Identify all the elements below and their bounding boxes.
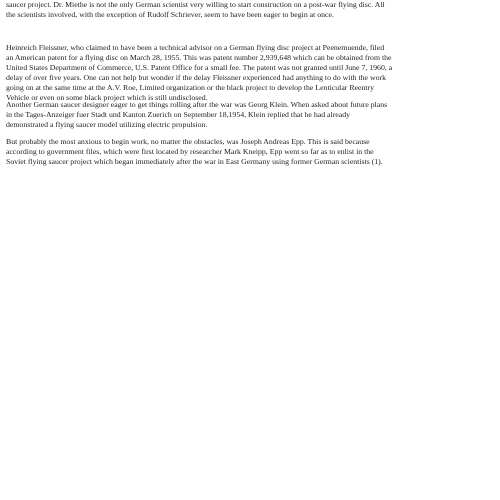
text-line: delay of over five years. One can not help but wonder if the delay Fleissner experienced had anything to do with the work [6,73,386,82]
paragraph-fleissner [6,43,498,103]
text-line: the scientists involved, with the exception of Rudolf Schriever, seem to have been eager to begin at once. [6,10,334,19]
text-line: Another German saucer designer eager to get things rolling after the war was Georg Klein. When asked about future plans [6,100,388,109]
paragraph-klein [6,100,498,130]
text-line: in the Tages-Anzeiger fuer Stadt und Kanton Zuerich on September 18,1954, Klein replied that he had already [6,110,350,119]
text-line: Heinreich Fleissner, who claimed to have been a technical advisor on a German flying disc project at Peenemuende, filed [6,43,385,52]
text-line: going on at the same time at the A.V. Roe, Limited organization or the black project to develop the Lenticular Reentry [6,83,375,92]
paragraph-schriever [6,0,498,20]
paragraph-epp [6,137,498,167]
text-line: But probably the most anxious to begin work, no matter the obstacles, was Joseph Andreas Epp. This is said because [6,137,370,146]
text-line: United States Department of Commerce, U.S. Patent Office for a small fee. The patent was not granted until June 7, 1960, a [6,63,393,72]
text-line: an American patent for a flying disc on March 28, 1955. This was patent number 2,939,648 which can be obtained from the [6,53,392,62]
text-line: Soviet flying saucer project which began immediately after the war in East Germany using former German scientists (1). [6,157,383,166]
text-line: demonstrated a flying saucer model utilizing electric propulsion. [6,120,208,129]
text-line: saucer project. Dr. Miethe is not the only German scientist very willing to start construction on a post-war flying disc. All [6,0,385,9]
text-line: according to government files, which were first located by researcher Mark Kneipp, Epp went so far as to enlist in the [6,147,374,156]
text-line: Vehicle or even on some black project which is still undisclosed. [6,93,208,102]
